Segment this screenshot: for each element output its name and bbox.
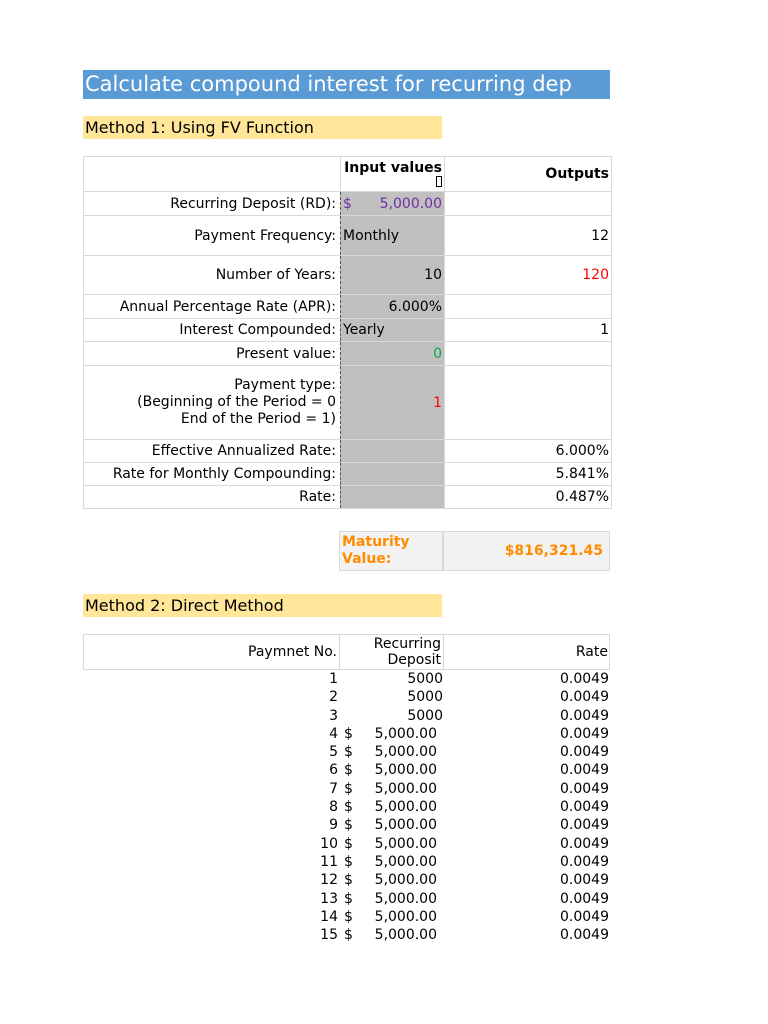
- currency-symbol: $: [344, 853, 353, 870]
- payment-number: 15: [320, 927, 338, 944]
- input-cell[interactable]: [340, 463, 444, 485]
- deposit-amount: 5000: [407, 707, 443, 724]
- fv-header-row: [84, 157, 611, 192]
- page-title: Calculate compound interest for recurring dep: [83, 70, 610, 99]
- deposit-amount: 5,000.00: [374, 780, 437, 797]
- direct-table-body: [83, 670, 610, 944]
- row-label: Number of Years:: [215, 267, 336, 283]
- payment-no-header: Paymnet No.: [84, 635, 340, 669]
- currency-symbol: $: [344, 725, 353, 742]
- maturity-label-line: Value:: [342, 551, 392, 567]
- header-line: Deposit: [387, 652, 441, 668]
- maturity-value: $816,321.45: [443, 531, 610, 571]
- payment-number: 2: [329, 689, 338, 706]
- row-label: Payment Frequency:: [194, 227, 336, 244]
- deposit-amount: 5,000.00: [374, 799, 437, 816]
- fv-row-pv: [84, 342, 611, 366]
- payment-number: 10: [320, 835, 338, 852]
- deposit-amount: 5,000.00: [374, 725, 437, 742]
- row-label: [84, 366, 340, 439]
- payment-number: 4: [329, 725, 338, 742]
- payment-rate: 0.0049: [560, 853, 609, 870]
- row-output: 0.487%: [444, 486, 611, 508]
- empty-header-cell: [84, 157, 340, 191]
- method2-header: Method 2: Direct Method: [83, 594, 442, 617]
- payment-number: 9: [329, 817, 338, 834]
- currency-symbol: $: [344, 780, 353, 797]
- row-output: 5.841%: [444, 463, 611, 485]
- method1-header: Method 1: Using FV Function: [83, 116, 442, 139]
- payment-number: 7: [329, 780, 338, 797]
- direct-table-header: [83, 634, 610, 670]
- table-row: [83, 798, 610, 816]
- deposit-amount: 5,000.00: [374, 872, 437, 889]
- deposit-amount: 5,000.00: [374, 927, 437, 944]
- row-output: 12: [444, 216, 611, 255]
- input-cell[interactable]: [340, 486, 444, 508]
- deposit-amount: 5,000.00: [374, 908, 437, 925]
- row-label: Interest Compounded:: [179, 322, 336, 338]
- payment-rate: 0.0049: [560, 817, 609, 834]
- row-label: Present value:: [236, 345, 336, 362]
- table-row: [83, 761, 610, 779]
- fv-row-monthly-rate: [84, 463, 611, 486]
- payment-number: 13: [320, 890, 338, 907]
- deposit-amount: 5000: [407, 689, 443, 706]
- currency-symbol: $: [344, 817, 353, 834]
- maturity-label-line: Maturity: [342, 534, 410, 550]
- label-line: End of the Period = 1): [180, 411, 336, 427]
- row-label: Annual Percentage Rate (APR):: [119, 298, 336, 315]
- fv-row-years: [84, 256, 611, 295]
- payment-rate: 0.0049: [560, 872, 609, 889]
- row-output: [444, 342, 611, 365]
- payment-rate: 0.0049: [560, 835, 609, 852]
- payment-rate: 0.0049: [560, 927, 609, 944]
- fv-row-payment-type: [84, 366, 611, 440]
- fv-row-effective-rate: [84, 440, 611, 463]
- row-output: 120: [444, 256, 611, 294]
- fv-row-frequency: [84, 216, 611, 256]
- payment-type-input-cell[interactable]: 1: [340, 366, 444, 439]
- input-values-label: Input values: [344, 160, 442, 176]
- fv-row-rd: [84, 192, 611, 216]
- payment-rate: 0.0049: [560, 725, 609, 742]
- compounded-input-cell[interactable]: Yearly: [340, 319, 444, 341]
- deposit-amount: 5,000.00: [374, 835, 437, 852]
- label-line: Payment type:: [234, 377, 336, 393]
- row-output: 6.000%: [444, 440, 611, 462]
- table-row: [83, 890, 610, 908]
- table-row: [83, 908, 610, 926]
- payment-number: 3: [329, 707, 338, 724]
- rd-input-cell[interactable]: [340, 192, 444, 215]
- currency-symbol: $: [344, 908, 353, 925]
- payment-number: 6: [329, 762, 338, 779]
- row-label: Rate for Monthly Compounding:: [112, 466, 336, 482]
- pv-input-cell[interactable]: 0: [340, 342, 444, 365]
- label-line: (Beginning of the Period = 0: [137, 394, 336, 410]
- table-row: [83, 743, 610, 761]
- cursor-icon: [436, 176, 442, 187]
- table-row: [83, 707, 610, 725]
- table-row: [83, 835, 610, 853]
- deposit-amount: 5000: [407, 671, 443, 687]
- currency-symbol: $: [344, 744, 353, 761]
- payment-rate: 0.0049: [560, 707, 609, 724]
- payment-number: 14: [320, 908, 338, 925]
- table-row: [83, 725, 610, 743]
- deposit-amount: 5,000.00: [374, 817, 437, 834]
- payment-rate: 0.0049: [560, 890, 609, 907]
- row-output: [444, 295, 611, 318]
- deposit-amount: 5,000.00: [374, 890, 437, 907]
- row-output: 1: [444, 319, 611, 341]
- row-output: [444, 192, 611, 215]
- row-output: [444, 366, 611, 439]
- payment-rate: 0.0049: [560, 744, 609, 761]
- table-row: [83, 816, 610, 834]
- currency-symbol: $: [344, 835, 353, 852]
- frequency-input-cell[interactable]: Monthly: [340, 216, 444, 255]
- payment-number: 8: [329, 799, 338, 816]
- payment-number: 11: [320, 853, 338, 870]
- years-input-cell[interactable]: 10: [340, 256, 444, 294]
- payment-rate: 0.0049: [560, 671, 609, 687]
- outputs-header: Outputs: [444, 157, 611, 191]
- fv-row-apr: [84, 295, 611, 319]
- payment-rate: 0.0049: [560, 780, 609, 797]
- row-label: Recurring Deposit (RD):: [170, 195, 336, 212]
- table-row: [83, 780, 610, 798]
- currency-symbol: $: [344, 890, 353, 907]
- deposit-amount: 5,000.00: [374, 853, 437, 870]
- row-label: Rate:: [299, 489, 336, 505]
- payment-rate: 0.0049: [560, 762, 609, 779]
- fv-row-rate: [84, 486, 611, 509]
- currency-symbol: $: [344, 762, 353, 779]
- currency-symbol: $: [344, 927, 353, 944]
- deposit-amount: 5,000.00: [374, 762, 437, 779]
- fv-row-compounded: [84, 319, 611, 342]
- recurring-deposit-header: [340, 635, 444, 669]
- maturity-label: [339, 531, 443, 571]
- table-row: [83, 926, 610, 944]
- fv-table: [83, 156, 612, 509]
- rd-value: 5,000.00: [379, 195, 442, 212]
- payment-number: 1: [329, 671, 338, 687]
- payment-number: 5: [329, 744, 338, 761]
- row-label: Effective Annualized Rate:: [151, 443, 336, 459]
- table-row: [83, 853, 610, 871]
- deposit-amount: 5,000.00: [374, 744, 437, 761]
- table-row: [83, 688, 610, 706]
- currency-symbol: $: [344, 799, 353, 816]
- header-line: Recurring: [373, 636, 441, 652]
- currency-symbol: $: [344, 872, 353, 889]
- table-row: [83, 871, 610, 889]
- rate-header: Rate: [575, 644, 608, 660]
- apr-input-cell[interactable]: 6.000%: [340, 295, 444, 318]
- table-row: [83, 670, 610, 688]
- input-values-header: [340, 157, 444, 191]
- payment-rate: 0.0049: [560, 689, 609, 706]
- payment-rate: 0.0049: [560, 799, 609, 816]
- input-cell[interactable]: [340, 440, 444, 462]
- payment-number: 12: [320, 872, 338, 889]
- payment-rate: 0.0049: [560, 908, 609, 925]
- currency-symbol: $: [343, 195, 352, 212]
